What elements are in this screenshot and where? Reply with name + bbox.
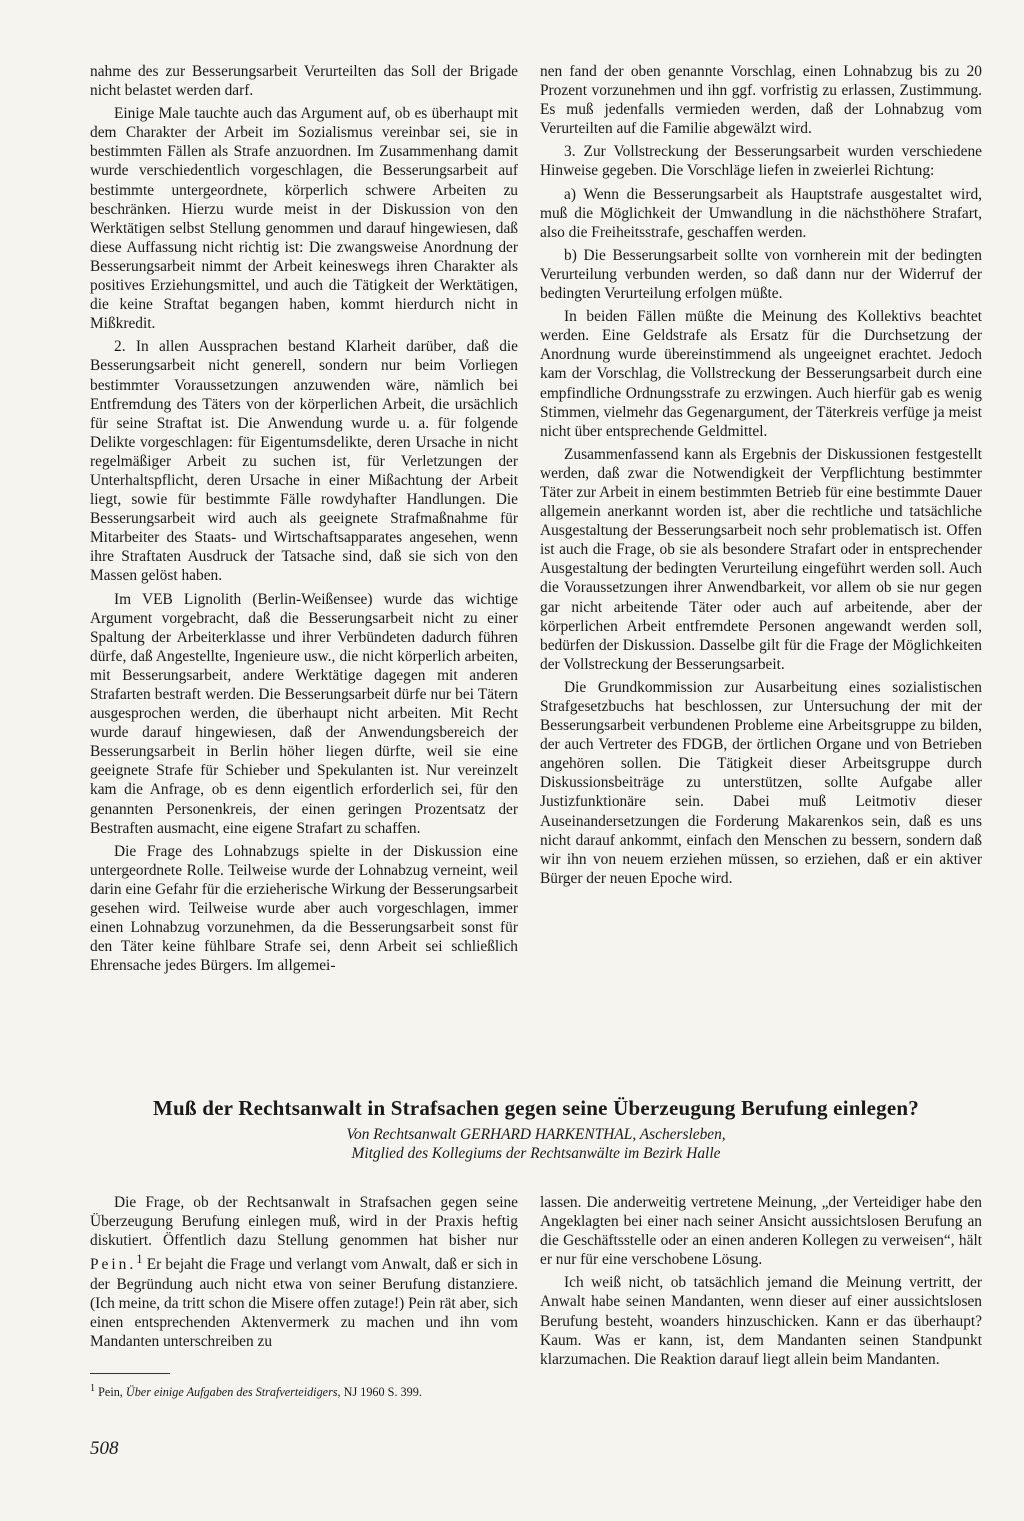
article-left-column bbox=[90, 1193, 518, 1355]
paragraph: Die Frage des Lohnabzugs spielte in der Diskussion eine untergeordnete Rolle. Teilweise wurde der Lohnabzug verneint, weil darin eine Gefahr für die erzieherische Wirkung der Besserungsarbeit gesehen wird. Teilweise wurde aber auch vorgeschlagen, immer einen Lohnabzug vorzunehmen, da die Besserungsarbeit sonst für den Täter keine fühlbare Strafe sei, denn Arbeit sei schließlich Ehrensache jedes Bürgers. Im allgemei- bbox=[90, 842, 518, 975]
article-title: Muß der Rechtsanwalt in Strafsachen gegen seine Überzeugung Berufung einlegen? bbox=[153, 1096, 919, 1120]
paragraph: Zusammenfassend kann als Ergebnis der Diskussionen festgestellt werden, daß zwar die Notwendigkeit der Verpflichtung bestimmter Täter zur Arbeit in einem bestimmten Betrieb für eine bestimmte Dauer allgemein anerkannt worden ist, aber die rechtliche und tatsächliche Ausgestaltung der Besserungsarbeit noch sehr problematisch ist. Offen ist auch die Frage, ob sie als besondere Strafart oder in entsprechender Ausgestaltung der bedingten Verurteilung eingeführt werden soll. Auch die Voraussetzungen ihrer Anwendbarkeit, vor allem ob sie nur gegen gar nicht arbeitende Täter oder auch auf arbeitende, aber der körperlichen Arbeit entfremdete Personen angewandt werden soll, bedürfen der Diskussion. Dasselbe gilt für die Frage der Möglichkeiten der Vollstreckung der Besserungsarbeit. bbox=[540, 445, 982, 673]
paragraph: lassen. Die anderweitig vertretene Meinung, „der Verteidiger habe den Angeklagten bei einer nach seiner Ansicht aussichtslosen Berufung an die Geschäftsstelle oder an einen anderen Kollegen zu verweisen“, hält er nur für eine verschobene Lösung. bbox=[540, 1194, 982, 1269]
paragraph: 2. In allen Aussprachen bestand Klarheit darüber, daß die Besserungsarbeit nicht generell, sondern nur beim Vorliegen bestimmter Voraussetzungen anzuwenden wäre, nämlich bei Entfremdung des Täters von der körperlichen Arbeit, die ursächlich für seine Straftat ist. Die Anwendung wurde u. a. für folgende Delikte vorgeschlagen: für Eigentumsdelikte, deren Ursache in nicht regelmäßiger Arbeit zu suchen ist, für Verletzungen der Unterhaltspflicht, deren Ursache in einer Mißachtung der Arbeit liegt, sowie für bestimmte Fälle rowdyhafter Handlungen. Die Besserungsarbeit wird auch als geeignete Strafmaßnahme für Mitarbeiter des Staats- und Wirtschaftsapparates angesehen, wenn ihre Straftaten Ausdruck der Tatsache sind, daß sie sich von den Massen gelöst haben. bbox=[90, 338, 518, 585]
paragraph: Einige Male tauchte auch das Argument auf, ob es überhaupt mit dem Charakter der Arbeit im Sozialismus vereinbar sei, sie in bestimmten Fällen als Strafe anzuordnen. Im Zusammenhang damit wurde verschiedentlich vorgeschlagen, die Besserungsarbeit auf bestimmte untergeordnete, körperlich schwere Arbeiten zu beschränken. Hierzu wurde meist in der Diskussion von den Werktätigen selbst Stellung genommen und darauf hingewiesen, daß diese Auffassung nicht richtig ist: Die zwangsweise Anordnung der Besserungsarbeit nimmt der Arbeit keineswegs ihren Charakter als positives Erziehungsmittel, und auch die Tätigkeit der Werktätigen, die keine Straftat begangen haben, kommt hierdurch nicht in Mißkredit. bbox=[90, 105, 518, 333]
footnote-divider bbox=[90, 1373, 170, 1374]
text-run: Er bejaht die Frage und verlangt vom Anwalt, daß er sich in der Begründung auch nicht etwa von seiner Berufung distanziere. (Ich meine, da tritt schon die Misere offen zutage!) Pein rät aber, sich einen entsprechenden Aktenvermerk zu machen und ihn vom Mandanten unterschreiben zu bbox=[90, 1256, 518, 1350]
footnote bbox=[90, 1381, 518, 1401]
cited-author: Pein. bbox=[90, 1256, 137, 1274]
text-run: Die Frage, ob der Rechtsanwalt in Strafsachen gegen seine Überzeugung Berufung einlegen muß, wird in der Praxis heftig diskutiert. Öffentlich dazu Stellung genommen hat bisher nur bbox=[90, 1194, 518, 1250]
paragraph: Ich weiß nicht, ob tatsächlich jemand die Meinung vertritt, der Anwalt habe seinen Mandanten, wenn dieser auf einer aussichtslosen Berufung besteht, woanders hinzuschicken. Kann er das überhaupt? Kaum. Was er kann, ist, dem Mandanten seinen Standpunkt klarzumachen. Die Reaktion darauf liegt allein beim Mandanten. bbox=[540, 1274, 982, 1368]
paragraph: nahme des zur Besserungsarbeit Verurteilten das Soll der Brigade nicht belastet werden darf. bbox=[90, 63, 518, 100]
paragraph: Die Grundkommission zur Ausarbeitung eines sozialistischen Strafgesetzbuchs hat beschlossen, zur Untersuchung der mit der Besserungsarbeit verbundenen Probleme eine Arbeitsgruppe zu bilden, der auch Vertreter des FDGB, der örtlichen Organe und von Betrieben angehören sollen. Die Tätigkeit dieser Arbeitsgruppe durch Diskussionsbeiträge zu unterstützen, sollte Aufgabe aller Justizfunktionäre sein. Dabei muß Leitmotiv dieser Auseinandersetzungen die Forderung Makarenkos sein, daß es uns nicht darauf ankommt, einfach den Menschen zu bessern, sondern daß wir ihn von neuem erziehen müssen, so erziehen, daß er ein aktiver Bürger der neuen Epoche wird. bbox=[540, 678, 982, 887]
footnote-title: Über einige Aufgaben des Strafverteidigers, bbox=[125, 1385, 341, 1400]
article-right-column bbox=[540, 1193, 982, 1373]
paragraph: 3. Zur Vollstreckung der Besserungsarbeit wurden verschiedene Hinweise gegeben. Die Vorschläge liefen in zweierlei Richtung: bbox=[540, 143, 982, 180]
paragraph: Im VEB Lignolith (Berlin-Weißensee) wurde das wichtige Argument vorgebracht, daß die Besserungsarbeit nicht zu einer Spaltung der Arbeiterklasse und ihrer Verbündeten dadurch führen dürfe, daß Angestellte, Ingenieure usw., die nicht körperlich arbeiten, mit Besserungsarbeit, andere Werktätige dagegen mit anderen Strafarten bestraft werden. Die Besserungsarbeit dürfe nur bei Tätern ausgesprochen werden, die überhaupt nicht arbeiten. Mit Recht wurde darauf hingewiesen, daß der Anwendungsbereich der Besserungsarbeit in Berlin höher liegen dürfte, weil sie eine geeignete Strafe für Schieber und Spekulanten ist. Nur vereinzelt kam die Anfrage, ob es denn eigentlich erforderlich sei, für den genannten Personenkreis, der einen geringen Prozentsatz der Bestraften ausmacht, eine eigene Strafart zu schaffen. bbox=[90, 590, 518, 837]
byline-affiliation: Mitglied des Kollegiums der Rechtsanwälte im Bezirk Halle bbox=[351, 1145, 721, 1162]
paragraph bbox=[90, 1193, 518, 1351]
paragraph: nen fand der oben genannte Vorschlag, einen Lohnabzug bis zu 20 Prozent vorzunehmen und ihn ggf. vorfristig zu erlassen, Zustimmung. Es muß jedenfalls vermieden werden, daß der Lohnabzug vom Verurteilten auf die Familie abgewälzt wird. bbox=[540, 63, 982, 138]
page-number: 508 bbox=[90, 1438, 119, 1459]
article-byline bbox=[90, 1125, 982, 1163]
top-right-column bbox=[540, 62, 982, 892]
footnote-author: Pein, bbox=[98, 1385, 123, 1400]
byline-author: Von Rechtsanwalt GERHARD HARKENTHAL, Aschersleben, bbox=[346, 1126, 726, 1143]
paragraph: a) Wenn die Besserungsarbeit als Hauptstrafe ausgestaltet wird, muß die Möglichkeit der Umwandlung in die nächsthöhere Strafart, also die Freiheitsstrafe, geschaffen werden. bbox=[540, 185, 982, 241]
paragraph: b) Die Besserungsarbeit sollte von vornherein mit der bedingten Verurteilung verbunden werden, so daß dann nur der Widerruf der bedingten Verurteilung erfolgen müßte. bbox=[540, 246, 982, 303]
footnote-ref: 1 bbox=[136, 1252, 143, 1267]
footnote-reference: NJ 1960 S. 399. bbox=[343, 1385, 422, 1400]
top-left-column bbox=[90, 62, 518, 979]
footnote-mark: 1 bbox=[90, 1383, 96, 1394]
paragraph: In beiden Fällen müßte die Meinung des Kollektivs beachtet werden. Eine Geldstrafe als Ersatz für die Durchsetzung der Anordnung wurde übereinstimmend als ungeeignet erachtet. Jedoch kam der Vorschlag, die Vollstreckung der Besserungsarbeit durch eine empfindliche Ordnungsstrafe zu erzwingen. Auch hierfür gab es wenig Stimmen, vielmehr das Gegenargument, der Täterkreis verfüge ja meist nicht über entsprechende Geldmittel. bbox=[540, 308, 982, 440]
